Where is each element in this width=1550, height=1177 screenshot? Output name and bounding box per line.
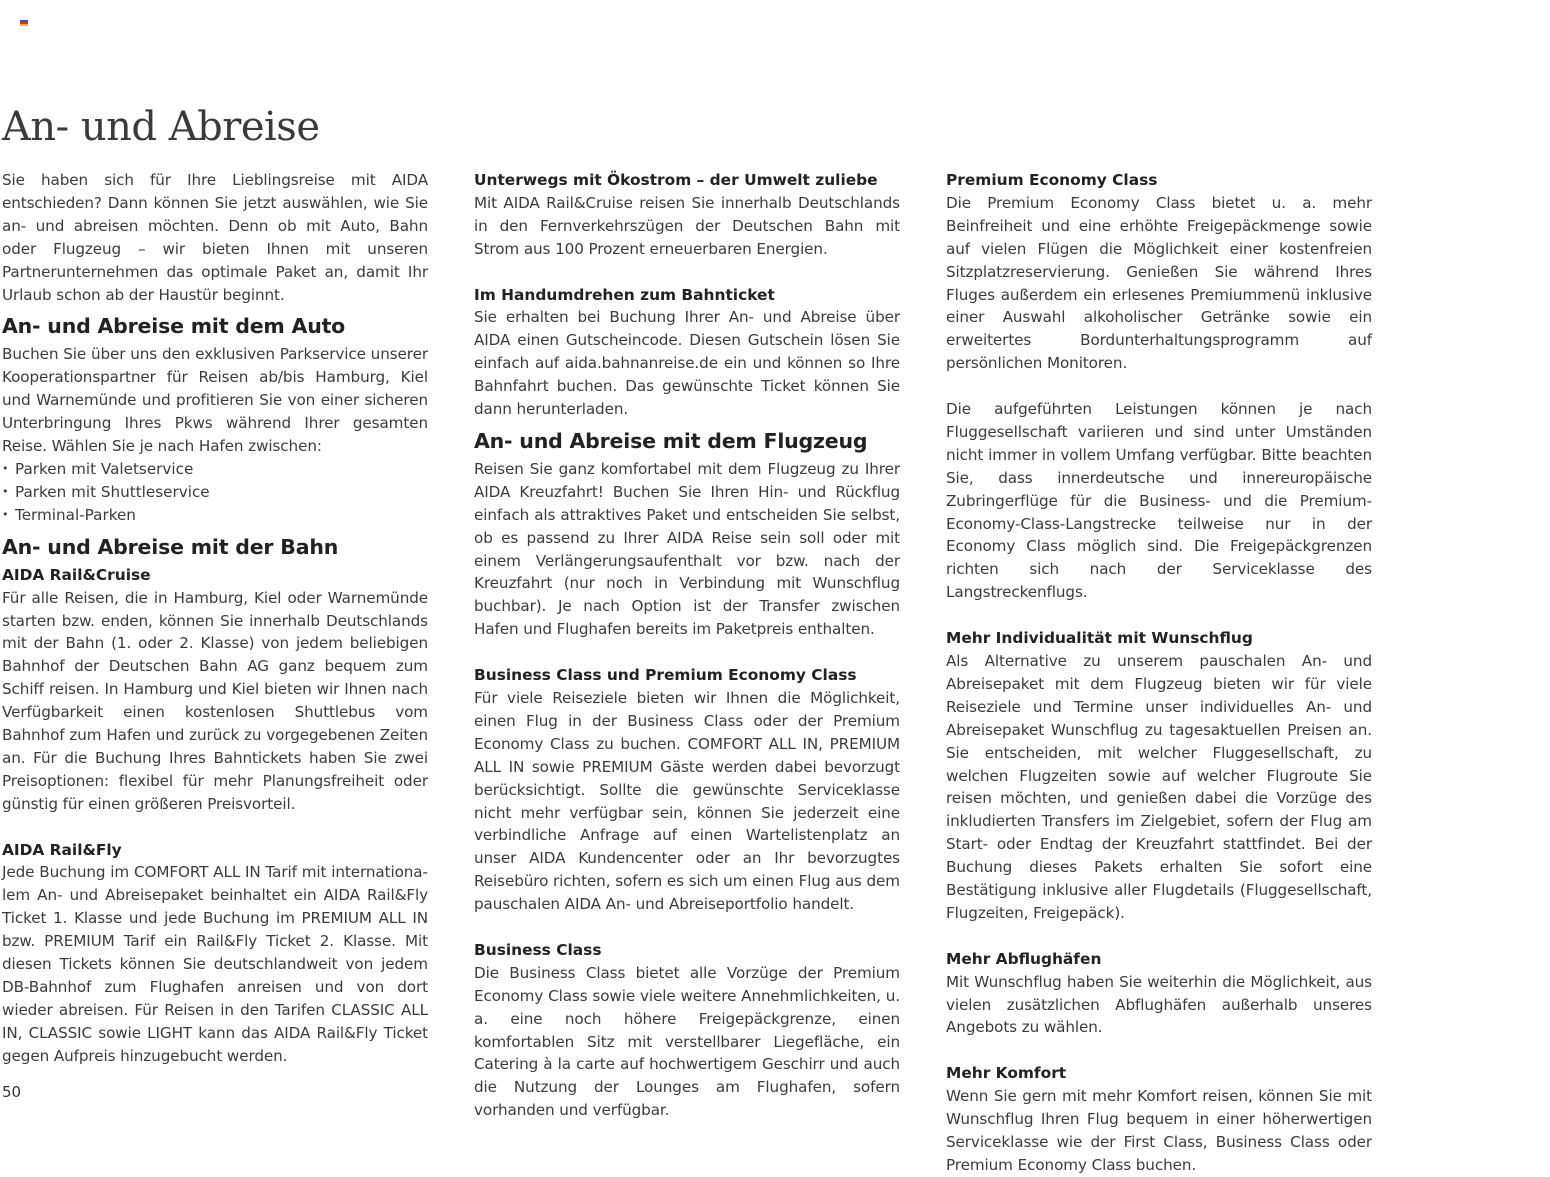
abflughaefen-title: Mehr Abflughäfen <box>946 949 1102 968</box>
komfort-title: Mehr Komfort <box>946 1064 1067 1083</box>
business-class-text: Die Business Class bietet alle Vorzüge der Premium Economy Class sowie viele weitere Annehmlichkeiten, u. a. eine noch höhere Freigepäckgrenze, einen komfortablen Sitz mit verstellbarer Liegefläche, ein Catering à la carte auf hochwertigem Geschirr und auch die Nutzung der Lounges am Flughafen, sofern vorhanden und verfügbar. <box>474 963 900 1120</box>
premium-economy-note: Die aufgeführten Leistungen können je nach Fluggesellschaft variieren und sind unter Umständen nicht immer in vollem Umfang verfügbar. Bitte beachten Sie, dass innerdeutsche und innereuropäische Zubringerflüge für die Business- und die Premium-Economy-Class-Langstrecke teilweise nur in der Economy Class möglich sind. Die Freigepäckgrenzen richten sich nach der Serviceklasse des Langstreckenflugs. <box>946 400 1372 602</box>
bahn-heading: An- und Abreise mit der Bahn <box>2 534 339 559</box>
oekostrom-text: Mit AIDA Rail&Cruise reisen Sie innerhalb Deutschlands in den Fernverkehrszügen der Deutschen Bahn mit Strom aus 100 Prozent erneuerbaren Energien. <box>474 193 900 258</box>
premium-economy-title: Premium Economy Class <box>946 171 1158 189</box>
business-premium-title: Business Class und Premium Economy Class <box>474 666 857 685</box>
wunschflug-text: Als Alternative zu unserem pauschalen An- und Abreisepaket mit dem Flugzeug bieten wir für viele Reiseziele und Termine unser individuelles An- und Abreisepaket Wunschflug zu tagesaktuellen Preisen an. Sie entscheiden, mit welcher Fluggesellschaft, zu welchen Flugzeiten sowie auf welcher Flugroute Sie reisen möchten, und genießen dabei die Vorzüge des inkludierten Transfers im Zielgebiet, sofern der Flug am Start- oder Endtag der Kreuzfahrt stattfindet. Bei der Buchung dieses Pakets erhalten Sie sofort eine Bestätigung inklusive aller Flugdetails (Fluggesellschaft, Flugzeiten, Freigepäck). <box>946 652 1372 922</box>
business-premium-text: Für viele Reiseziele bieten wir Ihnen die Möglichkeit, einen Flug in der Business Class oder der Premium Economy Class zu buchen. COMFORT ALL IN, PREMIUM ALL IN sowie PREMIUM Gäste werden dabei bevorzugt berücksichtigt. Sollte die gewünschte Serviceklasse nicht mehr verfügbar sein, können Sie jederzeit eine verbindliche Anfrage auf einen Wartelistenplatz an unser AIDA Kundencenter oder an Ihr bevorzugtes Reisebüro richten, sofern es sich um einen Flug aus dem pauschalen AIDA An- und Abreiseportfolio handelt. <box>474 689 900 914</box>
intro-text: Sie haben sich für Ihre Lieblingsreise mit AIDA entschieden? Dann können Sie jetzt auswählen, wie Sie an- und abreisen möchten. Denn ob mit Auto, Bahn oder Flugzeug – wir bieten Ihnen mit unseren Partnerunternehmen das optimale Paket an, damit Ihr Urlaub schon ab der Haustür beginnt. <box>2 171 428 304</box>
premium-economy-text: Die Premium Economy Class bietet u. a. mehr Beinfreiheit und eine erhöhte Freigepäckmenge sowie auf vielen Flügen die Möglichkeit einer kostenfreien Sitzplatzreservierung. Genießen Sie während Ihres Fluges außerdem ein erlesenes Premiummenü inklusive einer Auswahl alkoholischer Getränke sowie ein erweitertes Bordunterhaltungsprogramm auf persönlichen Monitoren. <box>946 193 1372 373</box>
oekostrom-title: Unterwegs mit Ökostrom – der Umwelt zuliebe <box>474 171 878 189</box>
auto-heading: An- und Abreise mit dem Auto <box>2 314 346 339</box>
list-item: • Parken mit Shuttleservice <box>2 481 428 504</box>
flug-heading: An- und Abreise mit dem Flugzeug <box>474 428 868 453</box>
bahnticket-title: Im Handumdrehen zum Bahnticket <box>474 285 775 304</box>
page-title: An- und Abreise <box>2 104 320 150</box>
germany-flag-icon <box>20 20 28 26</box>
flag-stripe-bottom <box>20 24 28 26</box>
komfort-text: Wenn Sie gern mit mehr Komfort reisen, können Sie mit Wunschflug Ihren Flug bequem in einer höherwertigen Serviceklasse wie der First Class, Business Class oder Premium Economy Class buchen. <box>946 1087 1372 1174</box>
railfly-text: Jede Buchung im COMFORT ALL IN Tarif mit internationalem An- und Abreisepaket beinhaltet ein AIDA Rail&Fly Ticket 1. Klasse und jede Buchung im PREMIUM ALL IN bzw. PREMIUM Tarif ein Rail&Fly Ticket 2. Klasse. Mit diesen Tickets können Sie deutschlandweit von jedem DB-Bahnhof zum Flughafen anreisen und von dort wieder abreisen. Für Reisen in den Tarifen CLASSIC ALL IN, CLASSIC sowie LIGHT kann das AIDA Rail&Fly Ticket gegen Aufpreis hinzugebucht werden. <box>2 863 428 1065</box>
column-right <box>946 169 1372 1177</box>
page-number: 50 <box>2 1083 22 1101</box>
railcruise-title: AIDA Rail&Cruise <box>2 565 151 584</box>
list-item: • Terminal-Parken <box>2 504 428 527</box>
railfly-title: AIDA Rail&Fly <box>2 840 122 859</box>
auto-options-list <box>2 458 428 527</box>
auto-text: Buchen Sie über uns den exklusiven Parkservice unserer Kooperationspartner für Reisen ab/bis Hamburg, Kiel und Warnemünde und profitieren Sie von einer sicheren Unterbringung Ihres Pkws während Ihrer gesamten Reise. Wählen Sie je nach Hafen zwischen: <box>2 345 428 456</box>
abflughaefen-text: Mit Wunschflug haben Sie weiterhin die Möglichkeit, aus vielen zusätzlichen Abflughäfen außerhalb unseres Angebots zu wählen. <box>946 972 1372 1037</box>
wunschflug-title: Mehr Individualität mit Wunschflug <box>946 629 1253 648</box>
list-item: • Parken mit Valetservice <box>2 458 428 481</box>
column-middle <box>474 169 900 1122</box>
flug-text: Reisen Sie ganz komfortabel mit dem Flugzeug zu Ihrer AIDA Kreuzfahrt! Buchen Sie Ihren Hin- und Rückflug einfach als attraktives Paket und entscheiden Sie selbst, ob es passend zu Ihrer AIDA Reise sein soll oder mit einem Verlängerungsaufenthalt vor bzw. nach der Kreuzfahrt (nur noch in Verbindung mit Wunschflug buchbar). Je nach Option ist der Transfer zwischen Hafen und Flughafen bereits im Paketpreis enthalten. <box>474 459 900 639</box>
bahnticket-text: Sie erhalten bei Buchung Ihrer An- und Abreise über AIDA einen Gutscheincode. Diesen Gutschein lösen Sie einfach auf aida.bahnanreise.de ein und können so Ihre Bahnfahrt buchen. Das gewünschte Ticket können Sie dann herunterladen. <box>474 308 900 419</box>
business-class-title: Business Class <box>474 940 602 959</box>
column-left <box>2 169 428 1068</box>
railcruise-text: Für alle Reisen, die in Hamburg, Kiel oder Warnemünde starten bzw. enden, können Sie innerhalb Deutschlands mit der Bahn (1. oder 2. Klasse) von jedem beliebigen Bahnhof der Deutschen Bahn AG ganz bequem zum Schiff reisen. In Hamburg und Kiel bieten wir Ihnen nach Verfügbarkeit einen kostenlosen Shuttlebus vom Bahnhof zum Hafen und zurück zu vorgegebenen Zeiten an. Für die Buchung Ihres Bahntickets haben Sie zwei Preisoptionen: flexibel für mehr Planungsfreiheit oder günstig für einen größeren Preisvorteil. <box>2 588 428 813</box>
